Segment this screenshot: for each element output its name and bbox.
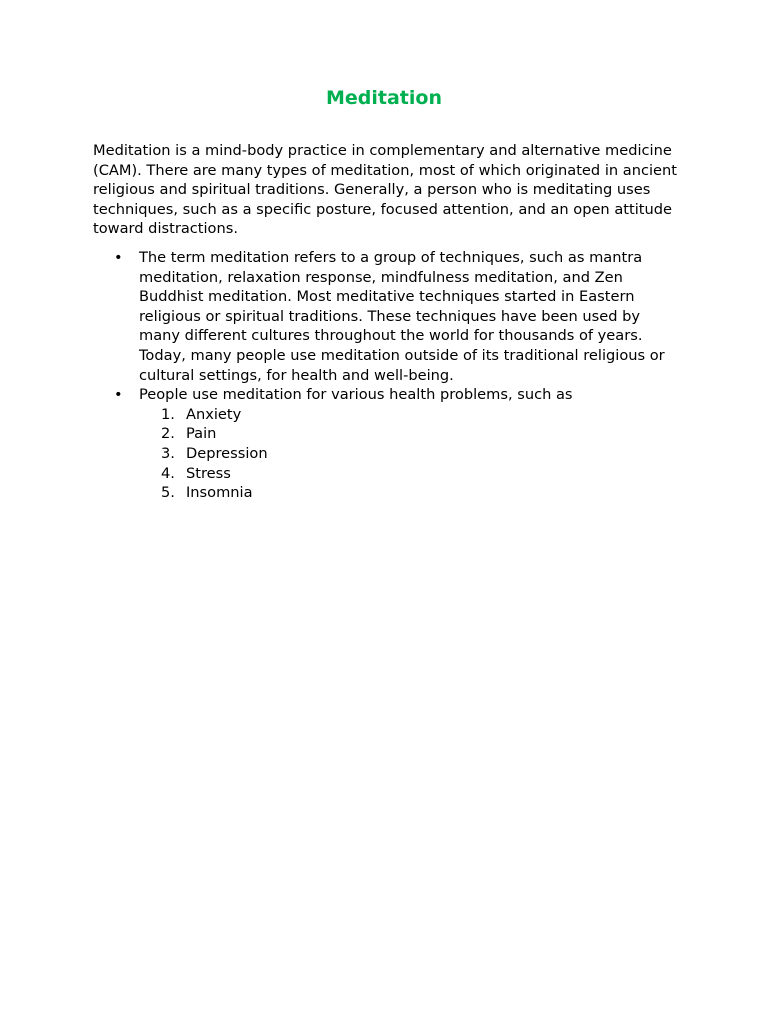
list-number: 3. (161, 444, 175, 462)
bullet-marker: • (114, 249, 123, 266)
bullet-list (93, 248, 683, 503)
list-item-text: Anxiety (186, 405, 242, 423)
bullet-item-health-problems (93, 385, 683, 503)
list-item-insomnia (139, 483, 683, 503)
list-item-text: Insomnia (186, 484, 253, 502)
list-number: 1. (161, 405, 175, 423)
list-number: 4. (161, 464, 175, 482)
list-item-depression (139, 444, 683, 464)
list-item-text: Pain (186, 425, 217, 443)
intro-paragraph: Meditation is a mind-body practice in complementary and alternative medicine (CAM). There are many types of meditation, most of which originated in ancient religious and spiritual traditions. Generally, a person who is meditating uses techniques, such as a specific posture, focused attention, and an open attitude toward distractions. (93, 142, 677, 238)
document-title: Meditation (326, 87, 442, 109)
bullet-text: The term meditation refers to a group of techniques, such as mantra meditation, relaxation response, mindfulness meditation, and Zen Buddhist meditation. Most meditative techniques started in Eastern religious or spiritual traditions. These techniques have been used by many different cultures throughout the world for thousands of years. Today, many people use meditation outside of its traditional religious or cultural settings, for health and well-being. (139, 249, 665, 384)
health-problems-list (139, 405, 683, 503)
list-item-pain (139, 424, 683, 444)
list-number: 2. (161, 425, 175, 443)
list-item-text: Depression (186, 444, 268, 462)
bullet-text: People use meditation for various health problems, such as (139, 386, 573, 404)
bullet-item-techniques (93, 248, 683, 385)
list-item-anxiety (139, 405, 683, 425)
bullet-marker: • (114, 386, 123, 404)
list-item-text: Stress (186, 464, 231, 482)
list-number: 5. (161, 484, 175, 502)
list-item-stress (139, 464, 683, 484)
